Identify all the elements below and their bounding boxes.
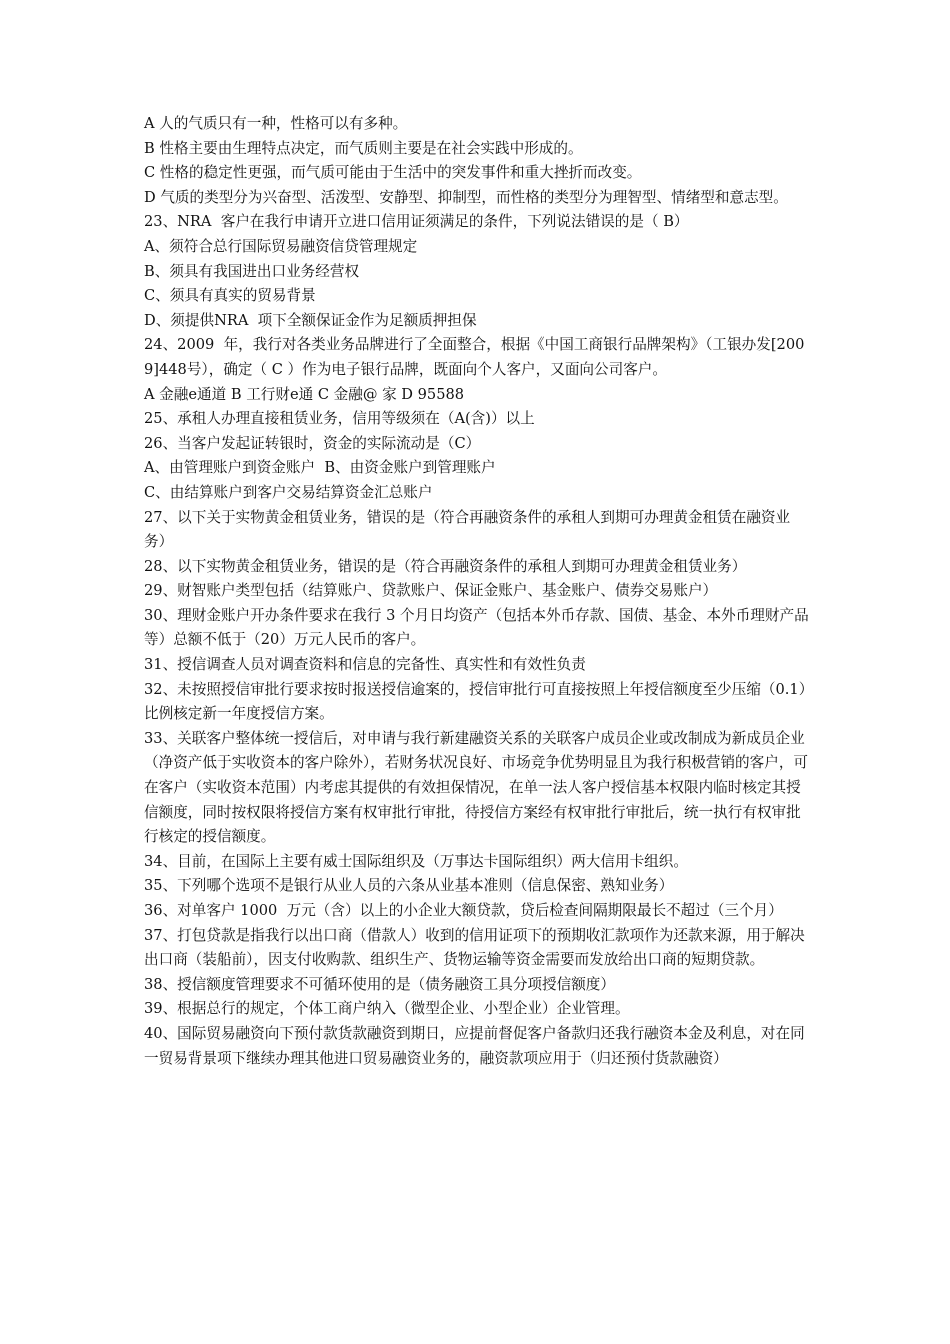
question-23-option-a: A、须符合总行国际贸易融资信贷管理规定 xyxy=(144,237,418,255)
question-36: 36、对单客户 1000 万元（含）以上的小企业大额贷款，贷后检查间隔期限最长不超过（三个月） xyxy=(144,902,783,919)
question-33: 33、关联客户整体统一授信后，对申请与我行新建融资关系的关联客户成员企业或改制成为新成员企业（净资产低于实收资本的客户除外），若财务状况良好、市场竞争优势明显且为我行积极营销的客户，可在客户（实收资本范围）内考虑其提供的有效担保情况，在单一法人客户授信基本权限内临时核定其授信额度，同时按权限将授信方案有权审批行审批，待授信方案经有权审批行审批后，统一执行有权审批行核定的授信额度。 xyxy=(144,729,809,846)
question-32: 32、未按照授信审批行要求按时报送授信逾案的，授信审批行可直接按照上年授信额度至少压缩（0.1）比例核定新一年度授信方案。 xyxy=(144,680,807,723)
option-d-text: D 气质的类型分为兴奋型、活泼型、安静型、抑制型，而性格的类型分为理智型、情绪型和意志型。 xyxy=(144,188,788,206)
question-26-option-c: C、由结算账户到客户交易结算资金汇总账户 xyxy=(144,483,433,501)
question-29: 29、财智账户类型包括（结算账户、贷款账户、保证金账户、基金账户、债券交易账户） xyxy=(144,582,718,600)
question-25: 25、承租人办理直接租赁业务，信用等级须在（A(含)）以上 xyxy=(144,410,535,428)
question-39: 39、根据总行的规定，个体工商户纳入（微型企业、小型企业）企业管理。 xyxy=(144,1000,630,1018)
question-24-options: A 金融e通道 B 工行财e通 C 金融@ 家 D 95588 xyxy=(144,385,465,403)
question-27: 27、以下关于实物黄金租赁业务，错误的是（符合再融资条件的承租人到期可办理黄金租赁在融资业务） xyxy=(144,508,791,551)
question-28: 28、以下实物黄金租赁业务，错误的是（符合再融资条件的承租人到期可办理黄金租赁业务） xyxy=(144,557,747,575)
option-b-text: B 性格主要由生理特点决定，而气质则主要是在社会实践中形成的。 xyxy=(144,139,583,157)
question-26-options-ab: A、由管理账户到资金账户 B、由资金账户到管理账户 xyxy=(144,459,496,477)
option-a-text: A 人的气质只有一种，性格可以有多种。 xyxy=(144,115,408,132)
question-24: 24、2009 年，我行对各类业务品牌进行了全面整合，根据《中国工商银行品牌架构》（工银办发[2009]448号），确定（ C ）作为电子银行品牌，既面向个人客户，又面向公司客户。 xyxy=(144,336,805,378)
question-23: 23、NRA 客户在我行申请开立进口信用证须满足的条件，下列说法错误的是（ B） xyxy=(144,213,689,231)
question-35: 35、下列哪个选项不是银行从业人员的六条从业基本准则（信息保密、熟知业务） xyxy=(144,877,674,895)
question-37: 37、打包贷款是指我行以出口商（借款人）收到的信用证项下的预期收汇款项作为还款来源，用于解决出口商（装船前），因支付收购款、组织生产、货物运输等资金需要而发放给出口商的短期贷款。 xyxy=(144,926,805,969)
question-40: 40、国际贸易融资向下预付款货款融资到期日，应提前督促客户备款归还我行融资本金及利息，对在同一贸易背景项下继续办理其他进口贸易融资业务的，融资款项应用于（归还预付货款融资） xyxy=(144,1024,805,1067)
question-23-option-b: B、须具有我国进出口业务经营权 xyxy=(144,262,360,280)
question-23-option-c: C、须具有真实的贸易背景 xyxy=(144,287,316,305)
option-c-text: C 性格的稳定性更强，而气质可能由于生活中的突发事件和重大挫折而改变。 xyxy=(144,164,642,182)
question-26: 26、当客户发起证转银时，资金的实际流动是（C） xyxy=(144,434,481,452)
document-body xyxy=(144,112,810,1071)
question-31: 31、授信调查人员对调查资料和信息的完备性、真实性和有效性负责 xyxy=(144,656,586,674)
question-38: 38、授信额度管理要求不可循环使用的是（债务融资工具分项授信额度） xyxy=(144,975,615,993)
question-34: 34、目前，在国际上主要有威士国际组织及（万事达卡国际组织）两大信用卡组织。 xyxy=(144,852,688,870)
question-30: 30、理财金账户开办条件要求在我行 3 个月日均资产（包括本外币存款、国债、基金、本外币理财产品等）总额不低于（20）万元人民币的客户。 xyxy=(144,606,809,649)
question-23-option-d: D、须提供NRA 项下全额保证金作为足额质押担保 xyxy=(144,311,477,329)
